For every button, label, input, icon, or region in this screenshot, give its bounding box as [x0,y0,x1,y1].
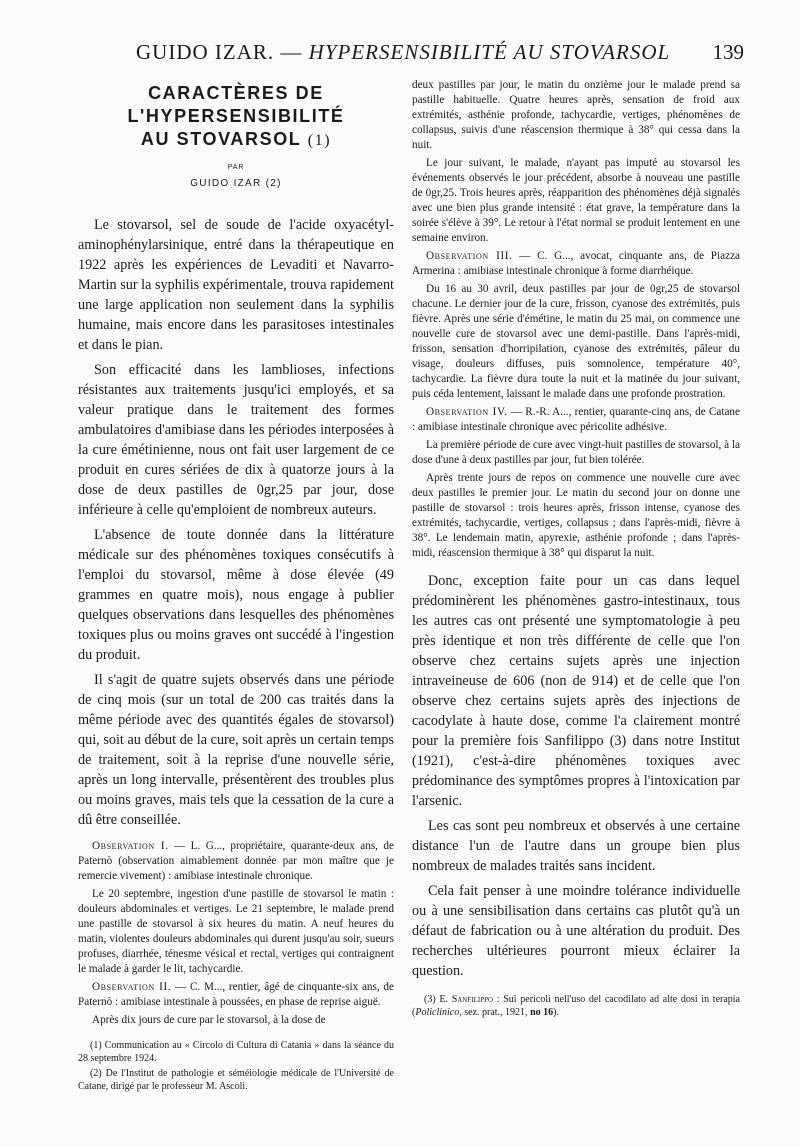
observation-label: Observation II. [92,981,172,993]
paragraph: Cela fait penser à une moindre tolérance individuelle ou à une sensibilisation dans certains cas plutôt qu'à un défaut de fabrication ou à une altération du produit. Des recherches ultérieures pourront mieux éclairer la question. [412,883,740,979]
footnote-1: (1) Communication au « Circolo di Cultura di Catania » dans la séance du 28 septembre 1924. [78,1040,394,1064]
title-line-2: L'HYPERSENSIBILITÉ [127,106,345,126]
author-footnote-ref: (2) [265,178,282,189]
observation-text: — C. M..., rentier, âgé de cinquante-six ans, de Paternò : amibiase intestinale à poussées, en phase de reprise aiguë. [78,981,394,1008]
paragraph: L'absence de toute donnée dans la littérature médicale sur des phénomènes toxiques consécutifs à l'emploi du stovarsol, même à dose élevée (49 grammes en quatre mois), nous engage à publier quelques observations dans lesquelles des phénomènes toxiques plus ou moins graves ont succédé à l'ingestion du produit. [78,527,394,663]
paragraph: Après dix jours de cure par le stovarsol, à la dose de [92,1014,326,1026]
running-title-subject: HYPERSENSIBILITÉ AU STOVARSOL [308,40,671,64]
title-line-3-text: AU STOVARSOL [140,129,302,149]
running-header [104,40,744,70]
running-title-author: GUIDO IZAR. — [136,40,309,64]
paragraph: Il s'agit de quatre sujets observés dans une période de cinq mois (sur un total de 200 cas traités dans la même période avec des quantités égales de stovarsol) qui, soit au début de la cure, soit après un certain temps de traitement, soit à la reprise d'une nouvelle série, après un long intervalle, présentèrent des troubles plus ou moins graves, mais tels que la cessation de la cure a dû être conseillée. [78,672,394,828]
footnotes-right [412,993,740,1019]
observation-3-heading [412,249,740,279]
paragraph: Les cas sont peu nombreux et observés à une certaine distance l'un de l'autre dans un groupe bien plus nombreux de malades traités sans incident. [412,818,740,874]
title-line-1: CARACTÈRES DE [148,83,324,103]
observation-text: — L. G..., propriétaire, quarante-deux ans, de Paternò (observation aimablement donnée par mon maître que je remercie vivement) : amibiase intestinale chronique. [78,840,394,882]
conclusion-text [412,571,740,981]
observation-label: Observation IV. [426,406,508,418]
footnote-2: (2) De l'Institut de pathologie et séméiologie médicale de l'Université de Catane, dirigé par le professeur M. Ascoli. [78,1068,394,1092]
footnote-3 [412,993,740,1019]
paragraph: Donc, exception faite pour un cas dans lequel prédominèrent les phénomènes gastro-intestinaux, tous les autres cas ont présenté une symptomatologie à peu près identique et non très différente de celle que l'on observe chez certains sujets après une injection intraveineuse de 606 (non de 914) et de celle que l'on observe chez certains sujets après des injections de cacodylate à haute dose, comme l'a clairement montré pour la première fois Sanfilippo (3) dans notre Institut (1921), c'est-à-dire phénomènes toxiques avec prédominance des symptômes propres à l'intoxication par l'arsenic. [412,573,740,809]
observations-right [412,78,740,561]
paragraph: Le 20 septembre, ingestion d'une pastille de stovarsol le matin : douleurs abdominales et vertiges. Le 21 septembre, le malade prend une pastille de stovarsol à six heures du matin. A neuf heures du matin, violentes douleurs abdominales qui durent jusqu'au soir, sueurs profuses, diarrhée, ténesme vésical et rectal, vertiges qui contraignent le malade à garder le lit, tachycardie. [78,888,394,975]
footnote-3-tail: , sez. prat., 1921, [459,1007,531,1018]
observation-label: Observation III. [426,250,513,262]
author-name-text: GUIDO IZAR [190,178,262,189]
page-number: 139 [712,40,744,64]
paragraph: Le jour suivant, le malade, n'ayant pas imputé au stovarsol les événements observés le jour précédent, absorbe à nouveau une pastille de 0gr,25. Trois heures après, réapparition des phénomènes déjà signalés avec une bien plus grande intensité : état grave, la température dans la soirée s'élève à 39°. Le retour à l'état normal se produit lentement en une semaine environ. [412,157,740,244]
observation-2-heading [78,980,394,1010]
observation-1-heading [78,839,394,884]
author-name [78,178,394,189]
footnote-3-journal: Policlinico [415,1007,460,1018]
byline-par: PAR [227,164,245,171]
footnotes-left [78,1039,394,1093]
observation-4-heading [412,405,740,435]
observation-text: — C. G..., avocat, cinquante ans, de Piazza Armerina : amibiase intestinale chronique à forme diarrhéique. [412,250,740,277]
intro-text [78,215,394,830]
title-line-3 [78,128,394,152]
title-footnote-ref: (1) [307,132,332,149]
observation-text: — R.-R. A..., rentier, quarante-cinq ans, de Catane : amibiase intestinale chronique avec péricolite adhésive. [412,406,740,433]
running-title [136,40,670,65]
observations-left [78,839,394,1028]
footnote-3-text: : Sui pericoli nell'uso del cacodilato ad alte dosi in terapia ( [412,994,740,1018]
paragraph: Le stovarsol, sel de soude de l'acide oxyacétyl-aminophénylarsinique, entré dans la thérapeutique en 1922 après les expériences de Levaditi et Navarro-Martin sur la syphilis expérimentale, trouva rapidement une large application non seulement dans la syphilis humaine, mais encore dans les parasitoses intestinales et dans le pian. [78,217,394,353]
article-title [78,82,394,152]
footnote-3-author: E. Sanfilippo [439,994,494,1005]
observation-label: Observation I. [92,840,169,852]
paragraph: Son efficacité dans les lamblioses, infections résistantes aux traitements jusqu'ici employés, et sa valeur pratique dans le traitement des formes ambulatoires d'amibiase dans les périodes interposées à la cure émétinienne, nous ont fait user largement de ce produit en cures sériées de dix à quatorze jours à la dose de deux pastilles de 0gr,25 par jour, dose inférieure à celle qu'emploient de nombreux auteurs. [78,362,394,518]
footnote-3-number: no 16 [530,1007,554,1018]
right-column [412,78,740,1021]
paragraph: Après trente jours de repos on commence une nouvelle cure avec deux pastilles le premier jour. Le matin du second jour on donne une pastille de stovarsol : trois heures après, frisson intense, cyanose des extrémités, tachycardie, vertiges, collapsus ; dans l'après-midi, fièvre à 38°. Le lendemain matin, apyrexie, asthénie profonde ; dans l'après-midi, réascension thermique à 38° qui disparut la nuit. [412,472,740,559]
footnote-3-end: ). [553,1007,559,1018]
paragraph: La première période de cure avec vingt-huit pastilles de stovarsol, à la dose d'une à deux pastilles par jour, fut bien tolérée. [412,439,740,466]
footnote-3-prefix: (3) [424,994,440,1005]
paragraph: Du 16 au 30 avril, deux pastilles par jour de 0gr,25 de stovarsol chacune. Le dernier jour de la cure, frisson, cyanose des extrémités, puis fièvre. Après une série d'émétine, le matin du 25 mai, on commence une nouvelle cure de stovarsol avec une demi-pastille. Dans l'après-midi, frisson, sensation d'horripilation, cyanose des extrémités, pâleur du visage, douleurs diffuses, puis somnolence, température 40°, tachycardie. La fièvre dura toute la nuit et la matinée du jour suivant, puis céda lentement, laissant le malade dans une profonde prostration. [412,283,740,400]
paragraph: deux pastilles par jour, le matin du onzième jour le malade prend sa pastille habituelle. Quatre heures après, sensation de froid aux extrémités, asthénie profonde, tachycardie, vertiges, phénomènes de collapsus, suivis d'une réascension thermique à 38° qui cessa dans la nuit. [412,79,740,151]
left-column [78,78,394,1095]
